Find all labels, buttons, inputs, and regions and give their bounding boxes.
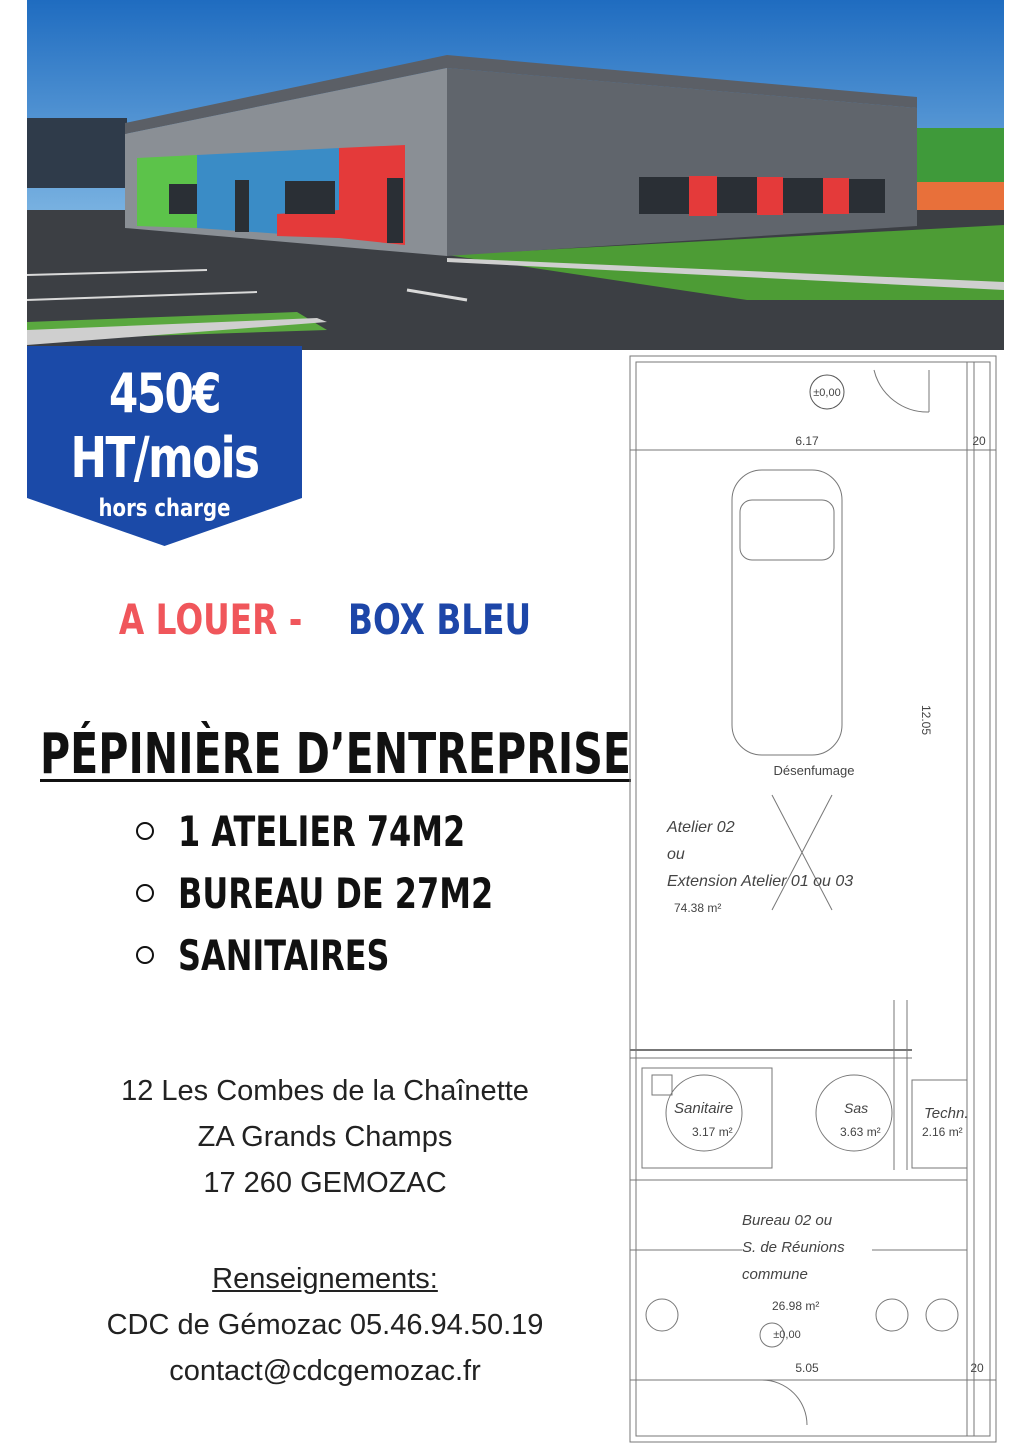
contact-phone: CDC de Gémozac 05.46.94.50.19 xyxy=(106,1309,544,1341)
headline xyxy=(72,595,579,644)
list-item xyxy=(136,924,593,986)
plan-bureau-line2: S. de Réunions xyxy=(742,1239,845,1256)
plan-atelier-line2: ou xyxy=(667,846,685,863)
plan-techn-area: 2.16 m² xyxy=(922,1125,963,1139)
plan-bureau-line1: Bureau 02 ou xyxy=(742,1212,833,1229)
address xyxy=(0,1068,650,1206)
headline-prefix: A LOUER - xyxy=(118,595,303,644)
plan-sanitaire-area: 3.17 m² xyxy=(692,1125,733,1139)
address-line: ZA Grands Champs xyxy=(197,1121,453,1153)
plan-dim-side: 20 xyxy=(972,434,986,448)
plan-atelier-line1: Atelier 02 xyxy=(667,819,735,836)
plan-dim-length: 12.05 xyxy=(919,704,933,736)
plan-level-top: ±0,00 xyxy=(813,387,841,399)
plan-atelier-line3: Extension Atelier 01 ou 03 xyxy=(667,873,854,890)
plan-dim-bottom: 5.05 xyxy=(795,1361,819,1375)
price-note: hors charge xyxy=(98,494,231,522)
list-item xyxy=(136,800,593,862)
features-list xyxy=(136,800,593,986)
address-line: 17 260 GEMOZAC xyxy=(203,1167,447,1199)
plan-level-bottom: ±0,00 xyxy=(773,1329,801,1341)
price-amount: 450€ xyxy=(108,362,220,425)
plan-atelier-area: 74.38 m² xyxy=(674,901,722,915)
bullet-icon xyxy=(136,822,154,840)
feature-text: SANITAIRES xyxy=(178,930,390,980)
contact-label: Renseignements: xyxy=(212,1263,438,1295)
list-item xyxy=(136,862,593,924)
section-title: PÉPINIÈRE D’ENTREPRISE xyxy=(40,722,631,787)
price-badge xyxy=(27,346,302,546)
plan-bureau-area: 26.98 m² xyxy=(772,1299,820,1313)
building-photo xyxy=(27,0,1004,350)
plan-sas-area: 3.63 m² xyxy=(840,1125,881,1139)
plan-techn-label: Techn. xyxy=(924,1105,969,1122)
address-line: 12 Les Combes de la Chaînette xyxy=(121,1075,529,1107)
bullet-icon xyxy=(136,884,154,902)
feature-text: 1 ATELIER 74M2 xyxy=(178,806,466,856)
bullet-icon xyxy=(136,946,154,964)
feature-text: BUREAU DE 27M2 xyxy=(178,868,494,918)
headline-highlight: BOX BLEU xyxy=(348,595,532,644)
plan-bureau-line3: commune xyxy=(742,1266,808,1283)
plan-dim-right: 20 xyxy=(970,1361,984,1375)
plan-sanitaire-label: Sanitaire xyxy=(674,1100,734,1117)
contact-info xyxy=(0,1256,650,1394)
plan-desenfumage: Désenfumage xyxy=(773,763,855,778)
plan-dim-width: 6.17 xyxy=(795,434,819,448)
price-period: HT/mois xyxy=(70,426,259,491)
contact-email[interactable]: contact@cdcgemozac.fr xyxy=(169,1355,481,1387)
plan-sas-label: Sas xyxy=(844,1100,869,1116)
floor-plan xyxy=(622,350,1004,1448)
